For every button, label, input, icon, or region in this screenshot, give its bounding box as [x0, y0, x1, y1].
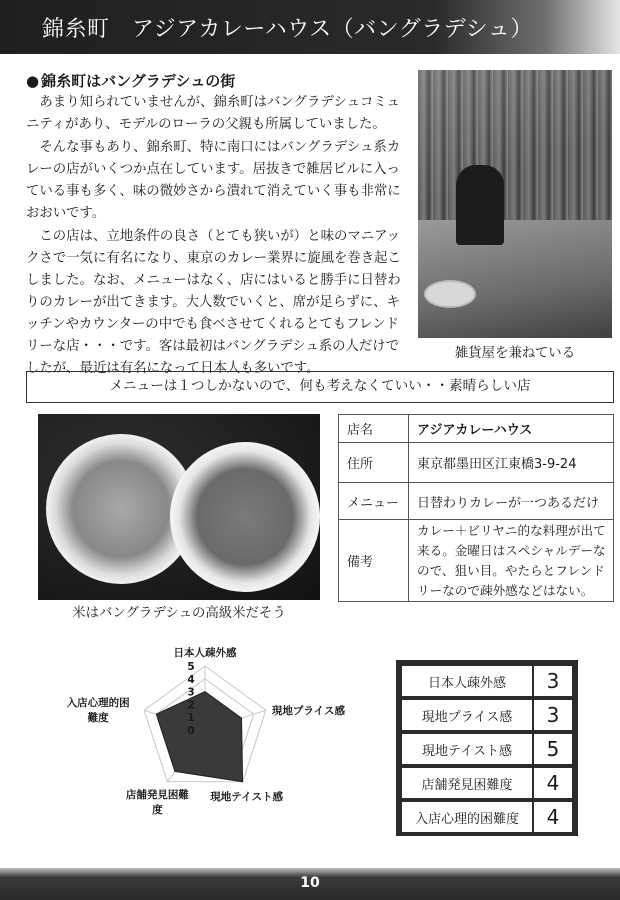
shop-info-table: [338, 414, 614, 602]
score-row: [400, 800, 574, 834]
radar-axis-label: 日本人疎外感: [173, 647, 237, 659]
score-value: 4: [534, 768, 572, 798]
intro-paragraph: あまり知られていませんが、錦糸町はバングラデシュコミュニティがあり、モデルのローラの父親も所属していました。: [26, 95, 400, 132]
radar-tick-label: 0: [187, 725, 195, 737]
curry-plate-shape: [170, 442, 320, 592]
table-row: [339, 415, 614, 443]
info-value: 日替わりカレーが一つあるだけ: [409, 483, 614, 520]
score-value: 4: [534, 802, 572, 832]
info-label: メニュー: [339, 483, 409, 520]
section-heading: [26, 70, 235, 91]
table-row: [339, 483, 614, 520]
summary-banner: メニューは１つしかないので、何も考えなくていい・・素晴らしい店: [26, 371, 614, 403]
radar-axis-label: 現地テイスト感: [210, 790, 283, 803]
info-label: 店名: [339, 415, 409, 443]
score-label: 現地テイスト感: [402, 734, 532, 764]
radar-tick-label: 5: [187, 661, 195, 673]
score-value: 3: [534, 666, 572, 696]
counter-shape: [418, 220, 612, 338]
score-value: 5: [534, 734, 572, 764]
info-value: カレー＋ビリヤニ的な料理が出て来る。金曜日はスペシャルデーなので、狙い目。やたらとフレンドリーなので疎外感などはない。: [409, 520, 614, 602]
info-label: 住所: [339, 443, 409, 483]
intro-text: [26, 92, 406, 381]
plate-shape: [424, 280, 476, 308]
score-value: 3: [534, 700, 572, 730]
page-title: 錦糸町 アジアカレーハウス（バングラデシュ）: [42, 17, 533, 42]
table-row: [339, 520, 614, 602]
person-shape: [456, 165, 504, 245]
score-row: [400, 732, 574, 766]
score-label: 現地プライス感: [402, 700, 532, 730]
score-table: [396, 660, 578, 836]
intro-paragraph: この店は、立地条件の良さ（とても狭いが）と味のマニアックさで一気に有名になり、東京のカレー業界に旋風を巻き起こしました。なお、メニューはなく、店にはいると勝手に日替わりのカレーが出てきます。大人数でいくと、席が足らずに、キッチンやカウンターの中でも食べさせてくれるとてもフレンドリーな店・・・です。客は最初はバングラデシュ系の人だけでしたが、最近は有名になって日本人も多いです。: [26, 229, 401, 376]
score-row: [400, 766, 574, 800]
section-heading-text: 錦糸町はバングラデシュの街: [41, 72, 236, 90]
radar-axis-label: 店舗発見困難度: [125, 788, 189, 816]
radar-axis-label: 入店心理的困難度: [66, 697, 130, 725]
score-row: [400, 664, 574, 698]
food-photo-caption: 米はバングラデシュの高級米だそう: [72, 606, 286, 621]
radar-tick-label: 1: [187, 712, 195, 725]
page-header: [0, 0, 620, 54]
bullet-icon: ●: [26, 72, 40, 90]
score-row: [400, 698, 574, 732]
radar-chart: [0, 640, 400, 850]
score-label: 日本人疎外感: [402, 666, 532, 696]
radar-tick-label: 2: [187, 699, 195, 712]
food-photo: [38, 414, 320, 600]
table-row: [339, 443, 614, 483]
page-footer: [0, 868, 620, 900]
shop-photo-caption: 雑貨屋を兼ねている: [454, 346, 576, 361]
info-label: 備考: [339, 520, 409, 602]
intro-paragraph: そんな事もあり、錦糸町、特に南口にはバングラデシュ系カレーの店がいくつか点在しています。居抜きで雑居ビルに入っている事も多く、味の微妙さから潰れて消えていく事も非常におおいです。: [26, 140, 401, 221]
radar-tick-label: 3: [187, 686, 195, 699]
radar-axis-label: 現地プライス感: [271, 705, 345, 718]
score-label: 店舗発見困難度: [402, 768, 532, 798]
page-number: 10: [300, 875, 320, 891]
shop-photo: [418, 70, 612, 338]
radar-tick-label: 4: [187, 673, 195, 686]
score-label: 入店心理的困難度: [402, 802, 532, 832]
info-value: アジアカレーハウス: [409, 415, 614, 443]
info-value: 東京都墨田区江東橋3-9-24: [409, 443, 614, 483]
